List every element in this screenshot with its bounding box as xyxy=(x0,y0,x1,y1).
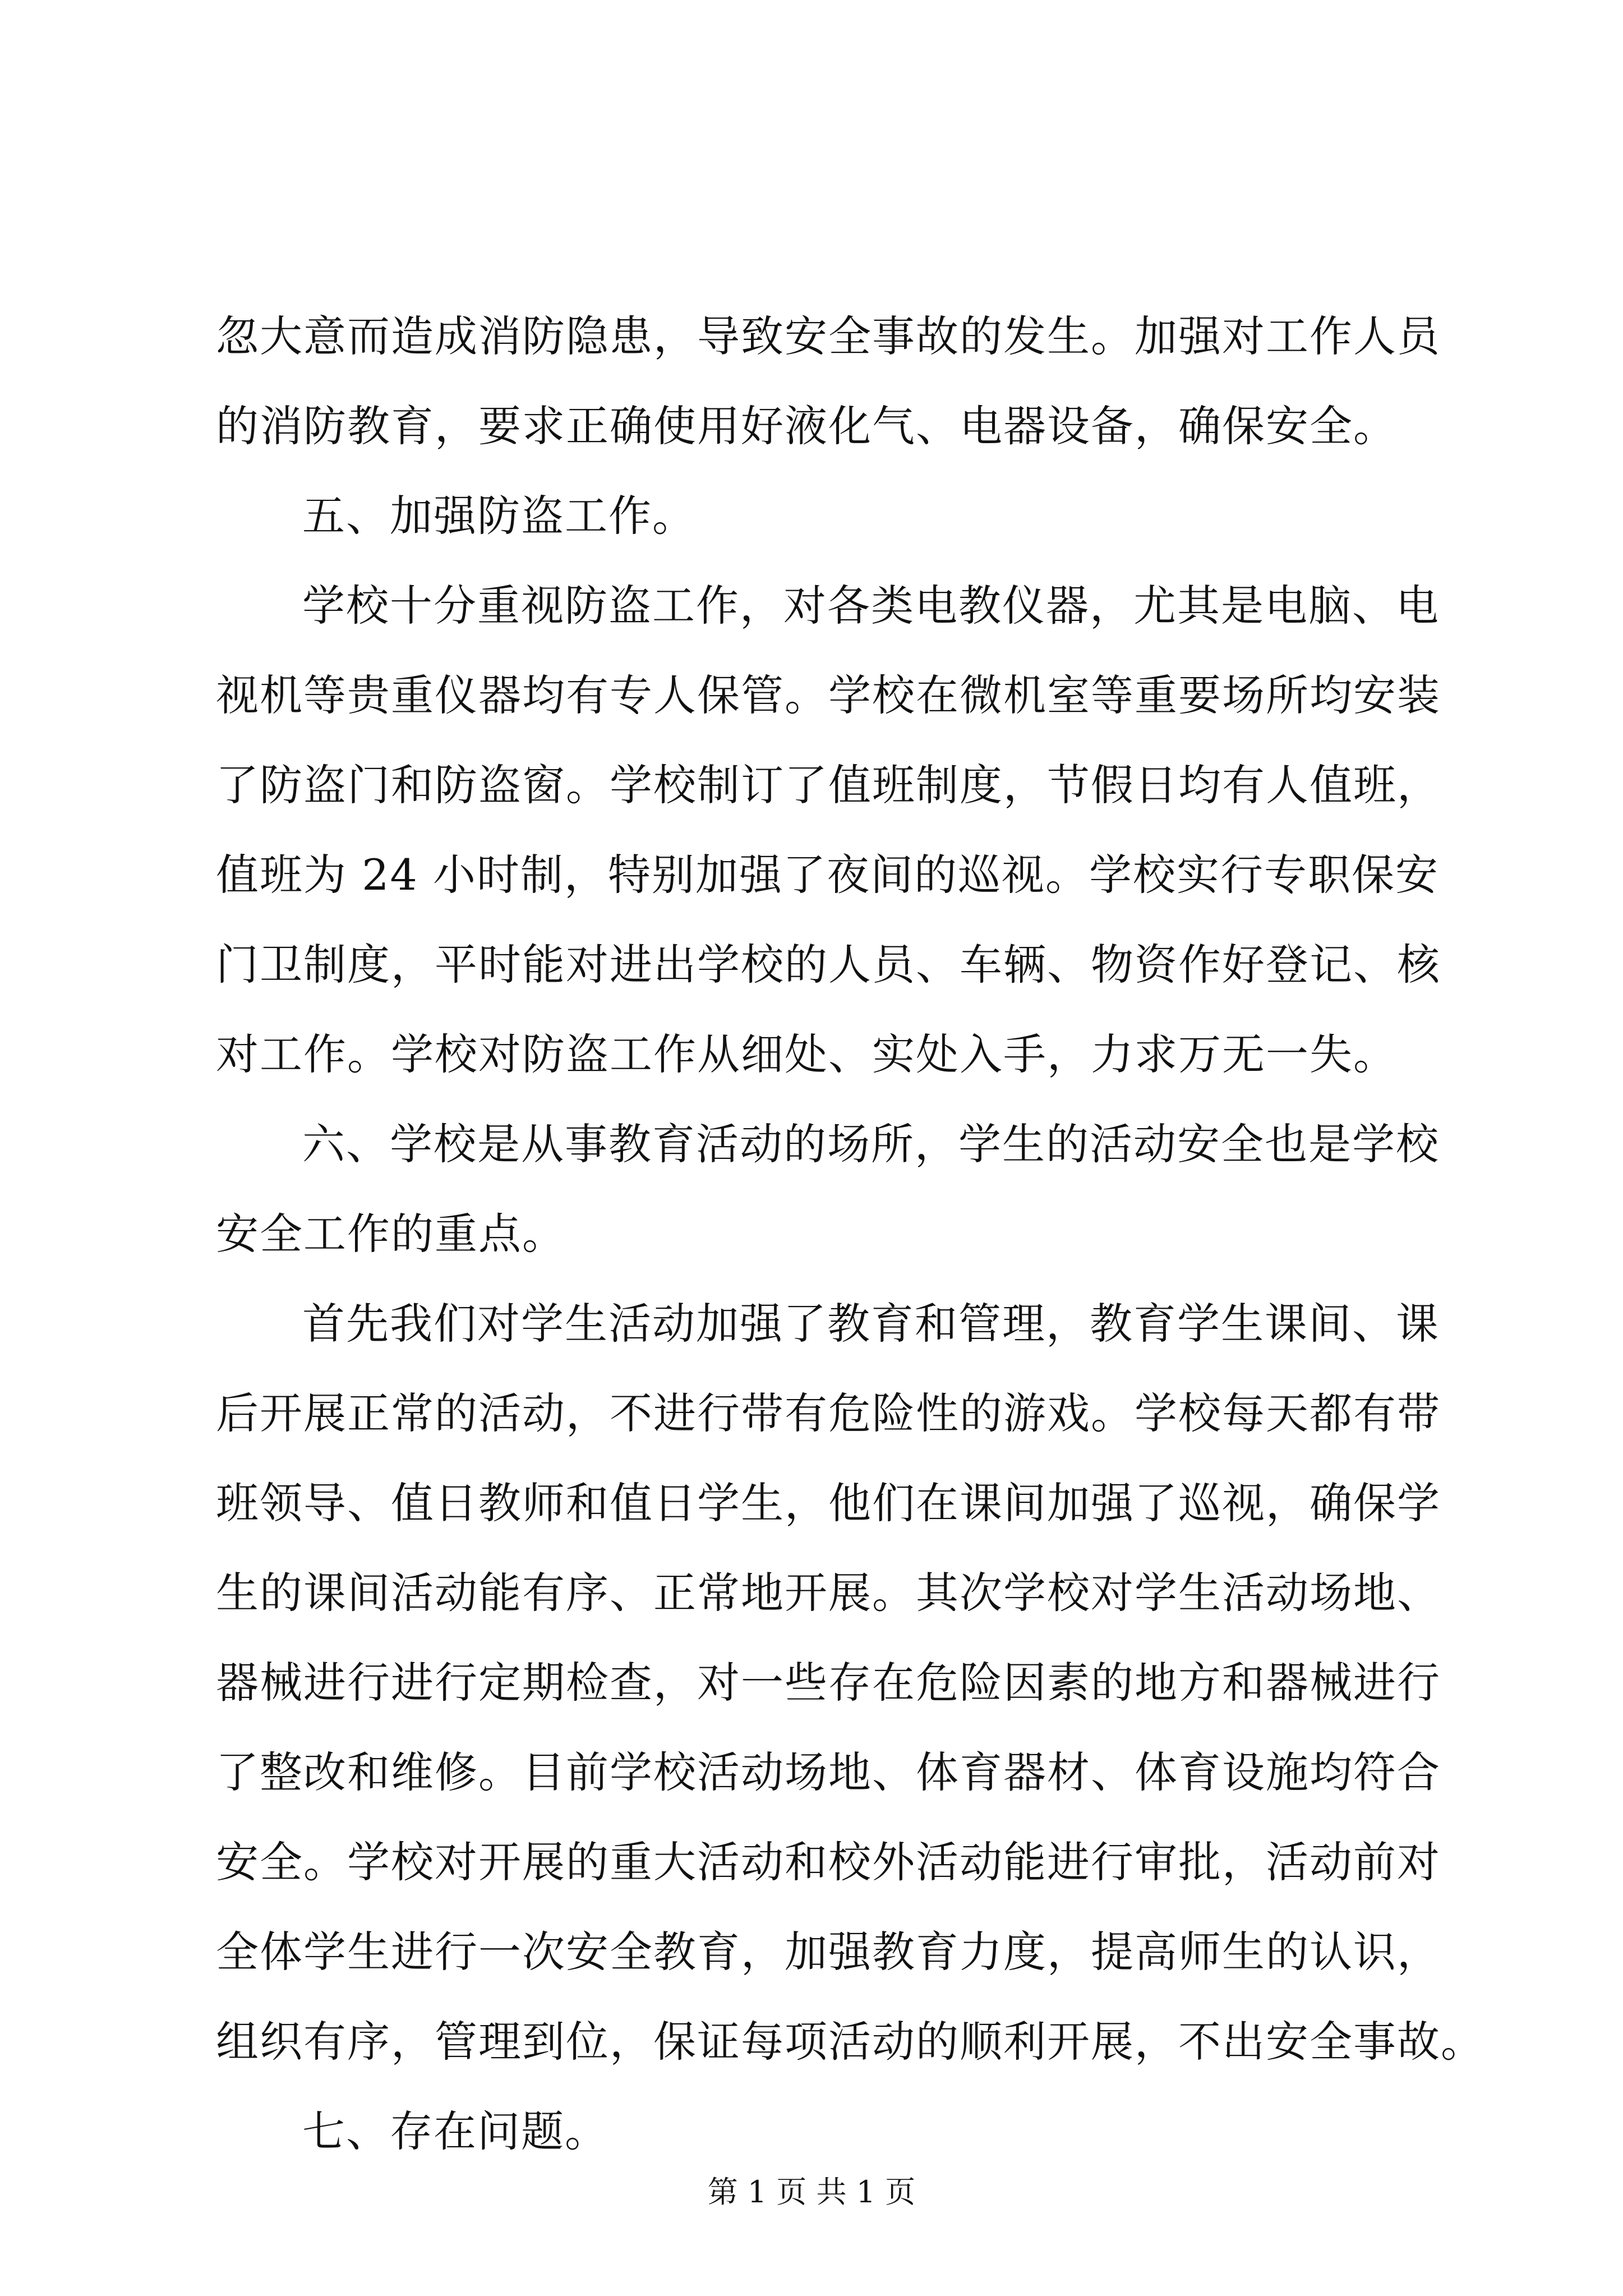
body-line-12: 首先我们对学生活动加强了教育和管理，教育学生课间、课 xyxy=(302,1299,1440,1349)
body-line-1: 忽大意而造成消防隐患，导致安全事故的发生。加强对工作人员 xyxy=(216,311,1441,361)
body-line-18: 安全。学校对开展的重大活动和校外活动能进行审批，活动前对 xyxy=(216,1837,1441,1887)
body-line-4: 学校十分重视防盗工作，对各类电教仪器，尤其是电脑、电 xyxy=(302,581,1440,631)
body-line-16: 器械进行进行定期检查，对一些存在危险因素的地方和器械进行 xyxy=(216,1658,1441,1708)
body-line-13: 后开展正常的活动，不进行带有危险性的游戏。学校每天都有带 xyxy=(216,1388,1441,1438)
section-heading-6: 六、学校是从事教育活动的场所，学生的活动安全也是学校 xyxy=(302,1119,1440,1169)
body-line-6: 了防盗门和防盗窗。学校制订了值班制度，节假日均有人值班， xyxy=(216,760,1441,810)
section-heading-6-cont: 安全工作的重点。 xyxy=(216,1209,566,1259)
body-line-20: 组织有序，管理到位，保证每项活动的顺利开展，不出安全事故。 xyxy=(216,2017,1484,2067)
body-line-19: 全体学生进行一次安全教育，加强教育力度，提高师生的认识， xyxy=(216,1927,1441,1977)
section-heading-5: 五、加强防盗工作。 xyxy=(302,491,696,541)
body-line-17: 了整改和维修。目前学校活动场地、体育器材、体育设施均符合 xyxy=(216,1747,1441,1797)
body-line-2: 的消防教育，要求正确使用好液化气、电器设备，确保安全。 xyxy=(216,401,1397,451)
body-line-14: 班领导、值日教师和值日学生，他们在课间加强了巡视，确保学 xyxy=(216,1478,1441,1528)
body-line-7: 值班为 24 小时制，特别加强了夜间的巡视。学校实行专职保安 xyxy=(216,850,1440,900)
section-heading-7: 七、存在问题。 xyxy=(302,2106,608,2156)
page-footer: 第 1 页 共 1 页 xyxy=(707,2174,916,2210)
body-line-15: 生的课间活动能有序、正常地开展。其次学校对学生活动场地、 xyxy=(216,1568,1441,1618)
body-line-5: 视机等贵重仪器均有专人保管。学校在微机室等重要场所均安装 xyxy=(216,670,1441,720)
body-line-8: 门卫制度，平时能对进出学校的人员、车辆、物资作好登记、核 xyxy=(216,940,1441,990)
body-line-9: 对工作。学校对防盗工作从细处、实处入手，力求万无一失。 xyxy=(216,1029,1397,1079)
